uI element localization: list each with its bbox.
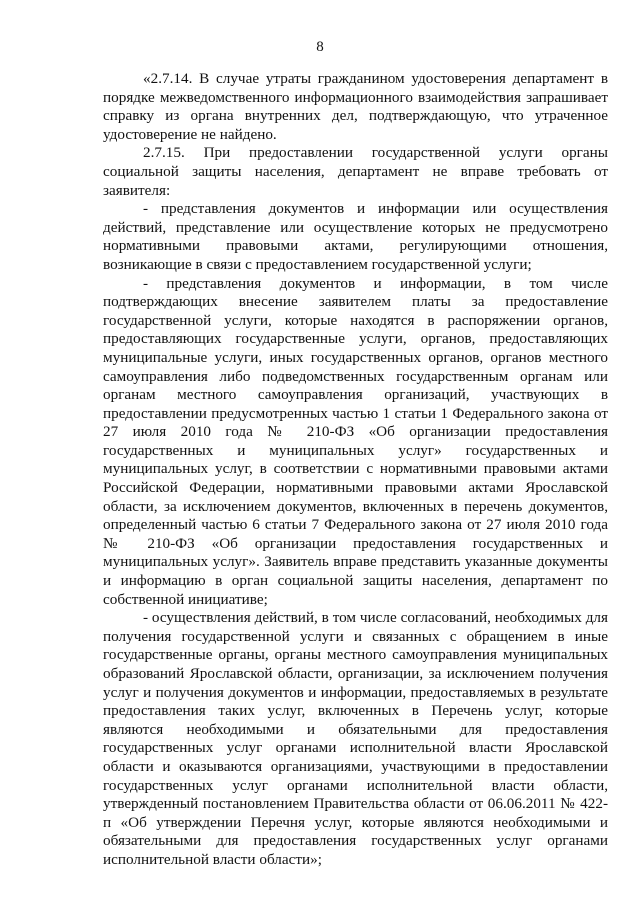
paragraph-2-7-14: «2.7.14. В случае утраты гражданином удостоверения департамент в порядке межведомственного информационного взаимодействия запрашивает справку из органа внутренних дел, подтверждающую, что утраченное удостоверение не найдено. bbox=[103, 70, 608, 143]
document-body bbox=[103, 70, 608, 870]
list-item-documents-in-possession: - представления документов и информации, в том числе подтверждающих внесение заявителем платы за предоставление государственной услуги, которые находятся в распоряжении органов, предоставляющих государственные услуги, органов, предоставляющих муниципальные услуги, иных государственных органов, органов местного самоуправления либо подведомственных государственным органам или органам местного самоуправления организаций, участвующих в предоставлении предусмотренных частью 1 статьи 1 Федерального закона от 27 июля 2010 года № 210-ФЗ «Об организации предоставления государственных и муниципальных услуг» государственных и муниципальных услуг, в соответствии с нормативными правовыми актами Российской Федерации, нормативными правовыми актами Ярославской области, за исключением документов, включенных в перечень документов, определенный частью 6 статьи 7 Федерального закона от 27 июля 2010 года № 210-ФЗ «Об организации предоставления государственных и муниципальных услуг». Заявитель вправе представить указанные документы и информацию в орган социальной защиты населения, департамент по собственной инициативе; bbox=[103, 274, 608, 608]
list-item-approvals: - осуществления действий, в том числе согласований, необходимых для получения государственной услуги и связанных с обращением в иные государственные органы, органы местного самоуправления муниципальных образований Ярославской области, организации, за исключением получения услуг и получения документов и информации, предоставляемых в результате предоставления таких услуг, включенных в Перечень услуг, которые являются необходимыми и обязательными для предоставления государственных услуг органами исполнительной власти Ярославской области и оказываются организациями, участвующими в предоставлении государственных услуг органами исполнительной власти области, утвержденный постановлением Правительства области от 06.06.2011 № 422-п «Об утверждении Перечня услуг, которые являются необходимыми и обязательными для предоставления государственных услуг органами исполнительной власти области»; bbox=[103, 609, 608, 868]
page-number: 8 bbox=[316, 39, 324, 55]
paragraph-2-7-15: 2.7.15. При предоставлении государственной услуги органы социальной защиты населения, департамент не вправе требовать от заявителя: bbox=[103, 144, 608, 199]
list-item-documents-actions: - представления документов и информации или осуществления действий, представление или осуществление которых не предусмотрено нормативными правовыми актами, регулирующими отношения, возникающие в связи с предоставлением государственной услуги; bbox=[103, 200, 608, 273]
